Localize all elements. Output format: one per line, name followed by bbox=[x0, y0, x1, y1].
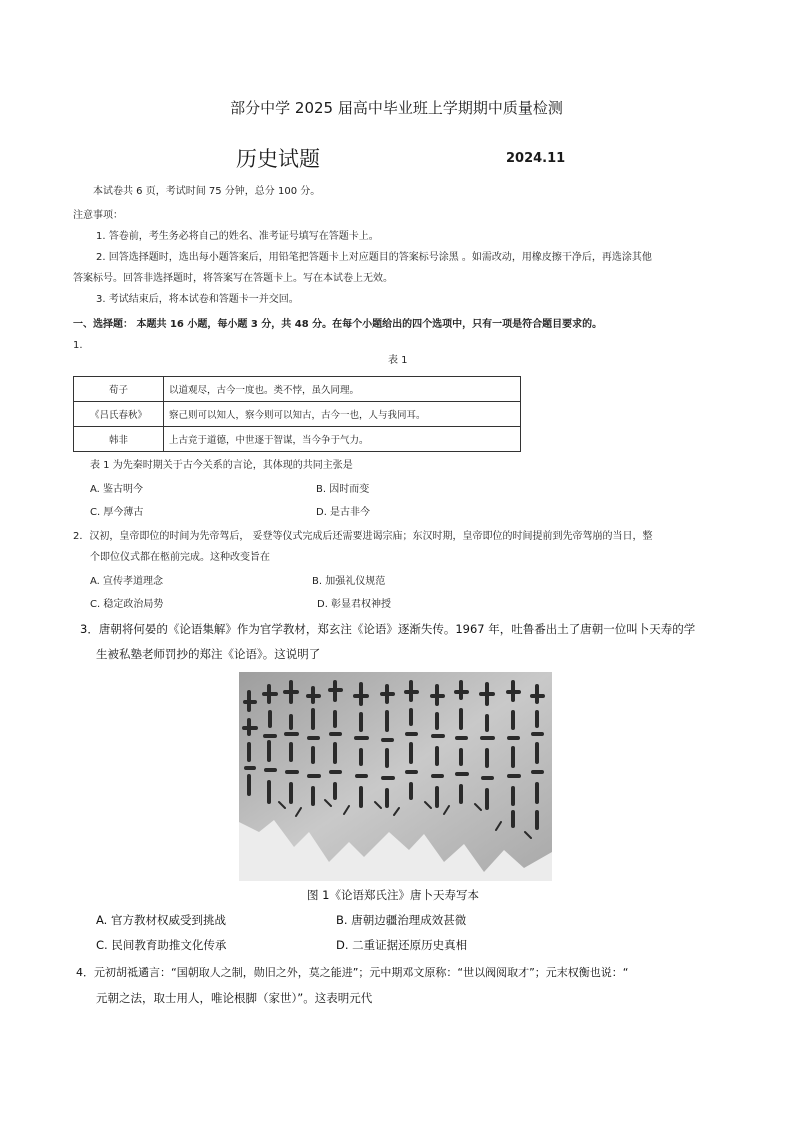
q2-option-c: C. 稳定政治局势 bbox=[90, 599, 164, 610]
exam-date: 2024.11 bbox=[506, 151, 566, 166]
table-cell-text: 察己则可以知人，察今则可以知古，古今一也，人与我同耳。 bbox=[164, 402, 521, 427]
table-row bbox=[74, 427, 521, 452]
section-1-heading: 一、选择题： 本题共 16 小题，每小题 3 分，共 48 分。在每个小题给出的四个选项中，只有一项是符合题目要求的。 bbox=[73, 319, 603, 330]
figure-1-caption: 图 1《论语郑氏注》唐卜天寿写本 bbox=[307, 888, 479, 902]
note-1: 1. 答卷前，考生务必将自己的姓名、准考证号填写在答题卡上。 bbox=[96, 231, 379, 242]
note-2-line-1: 2. 回答选择题时，选出每小题答案后，用铅笔把答题卡上对应题目的答案标号涂黑 。如需改动，用橡皮擦干净后，再选涂其他 bbox=[96, 252, 652, 263]
q2-stem-line-2: 个即位仪式都在柩前完成。这种改变旨在 bbox=[90, 552, 270, 563]
q2-option-d: D. 彰显君权神授 bbox=[317, 599, 392, 610]
q1-number: 1. bbox=[73, 340, 83, 351]
q2-stem-line-1: 2．汉初，皇帝即位的时间为先帝驾后， 妥登等仪式完成后还需要进谒宗庙；东汉时期，皇帝即位的时间提前到先帝驾崩的当日，整 bbox=[73, 531, 653, 542]
q3-stem-line-2: 生被私塾老师罚抄的郑注《论语》。这说明了 bbox=[96, 647, 321, 661]
q3-option-a: A. 官方教材权威受到挑战 bbox=[96, 913, 226, 927]
table-cell-name: 荀子 bbox=[74, 377, 164, 402]
q1-stem: 表 1 为先秦时期关于古今关系的言论，其体现的共同主张是 bbox=[90, 460, 353, 471]
notes-heading: 注意事项： bbox=[73, 210, 123, 221]
q1-option-a: A. 鉴古明今 bbox=[90, 484, 144, 495]
exam-title: 部分中学 2025 届高中毕业班上学期期中质量检测 bbox=[230, 99, 563, 117]
manuscript-image bbox=[239, 672, 552, 881]
table-1-caption: 表 1 bbox=[388, 355, 408, 366]
subject-title: 历史试题 bbox=[236, 147, 320, 171]
q3-option-d: D. 二重证据还原历史真相 bbox=[336, 938, 468, 952]
table-row bbox=[74, 377, 521, 402]
q1-option-b: B. 因时而变 bbox=[316, 484, 370, 495]
q2-option-b: B. 加强礼仪规范 bbox=[312, 576, 386, 587]
exam-intro: 本试卷共 6 页，考试时间 75 分钟，总分 100 分。 bbox=[93, 186, 321, 197]
note-2-line-2: 答案标号。回答非选择题时，将答案写在答题卡上。写在本试卷上无效。 bbox=[73, 273, 393, 284]
table-cell-name: 《吕氏春秋》 bbox=[74, 402, 164, 427]
q3-stem-line-1: 3．唐朝将何晏的《论语集解》作为官学教材，郑玄注《论语》逐渐失传。1967 年，吐鲁番出土了唐朝一位叫卜天寿的学 bbox=[80, 622, 696, 636]
q3-option-c: C. 民间教育助推文化传承 bbox=[96, 938, 227, 952]
table-1 bbox=[73, 376, 521, 452]
manuscript-photo bbox=[239, 672, 552, 881]
q3-option-b: B. 唐朝边疆治理成效甚微 bbox=[336, 913, 467, 927]
table-cell-name: 韩非 bbox=[74, 427, 164, 452]
table-row bbox=[74, 402, 521, 427]
q1-option-c: C. 厚今薄古 bbox=[90, 507, 144, 518]
table-cell-text: 上古竞于道德，中世逐于智谋，当今争于气力。 bbox=[164, 427, 521, 452]
note-3: 3. 考试结束后，将本试卷和答题卡一并交回。 bbox=[96, 294, 299, 305]
table-cell-text: 以道观尽，古今一度也。类不悖，虽久同理。 bbox=[164, 377, 521, 402]
q2-option-a: A. 宣传孝道理念 bbox=[90, 576, 164, 587]
q4-stem-line-2: 元朝之法，取士用人，唯论根脚（家世）”。这表明元代 bbox=[96, 991, 373, 1005]
q1-option-d: D. 是古非今 bbox=[316, 507, 371, 518]
q4-stem-line-1: 4．元初胡祗遹言：“国朝取人之制，勋旧之外，莫之能进”；元中期邓文原称：“世以阀阅取才”；元末权衡也说：“ bbox=[76, 966, 629, 979]
